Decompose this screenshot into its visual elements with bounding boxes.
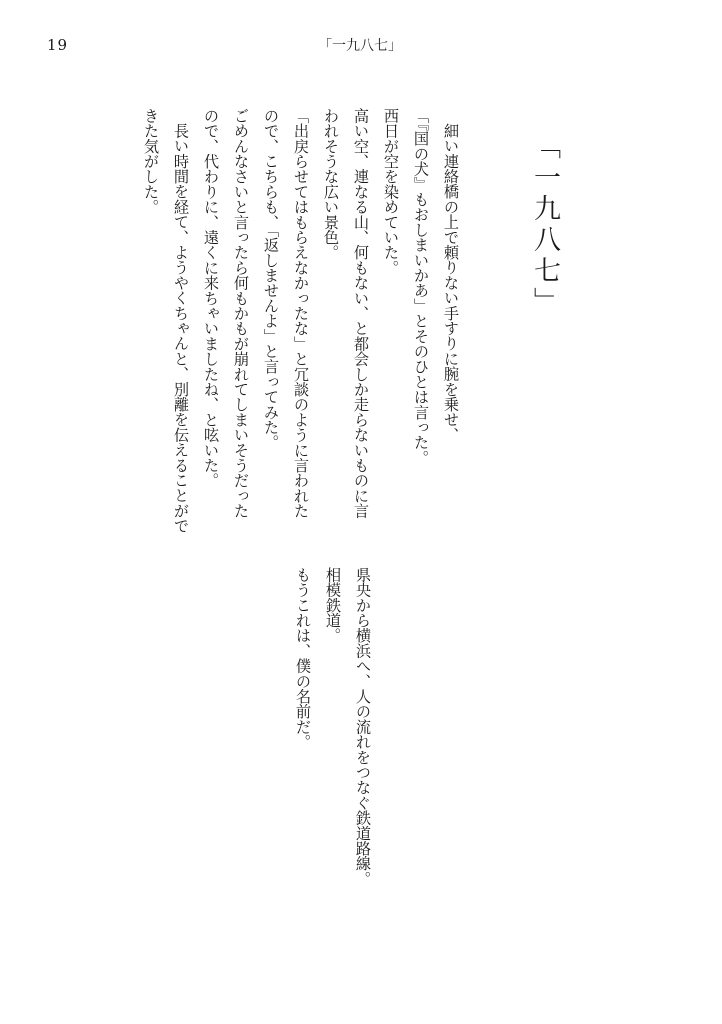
body-text <box>136 108 466 534</box>
chapter-title: 「一九八七」 <box>529 132 560 318</box>
body-line: われそうな広い景色。 <box>322 108 340 260</box>
body-line: 長い時間を経て、ようやくちゃんと、別離を伝えることがで <box>172 123 190 534</box>
body-line: きた気がした。 <box>142 108 160 215</box>
body-line: ごめんなさいと言ったら何もかもが崩れてしまいそうだった <box>232 108 250 519</box>
poem <box>288 567 378 886</box>
running-head: 「一九八七」 <box>318 38 402 54</box>
poem-line: 県央から横浜へ、人の流れをつなぐ鉄道路線。 <box>354 567 372 887</box>
body-line: 高い空、連なる山、何もない、と都会しか走らないものに言 <box>352 108 370 519</box>
body-line: 西日が空を染めていた。 <box>382 108 400 276</box>
body-line: 細い連絡橋の上で頼りない手すりに腕を乗せ、 <box>442 123 460 443</box>
body-line: ので、こちらも、「返しませんよ」と言ってみた。 <box>262 108 280 450</box>
poem-line: 相模鉄道。 <box>324 567 342 643</box>
page-number: 19 <box>47 36 69 54</box>
body-line: ので、代わりに、遠くに来ちゃいましたね、と呟いた。 <box>202 108 220 488</box>
poem-line: もうこれは、僕の名前だ。 <box>294 567 312 750</box>
body-line: 「出戻らせてはもらえなかったな」と冗談のように言われた <box>292 108 310 519</box>
body-line: 「『国の犬』もおしまいかあ」とそのひとは言った。 <box>412 108 430 466</box>
